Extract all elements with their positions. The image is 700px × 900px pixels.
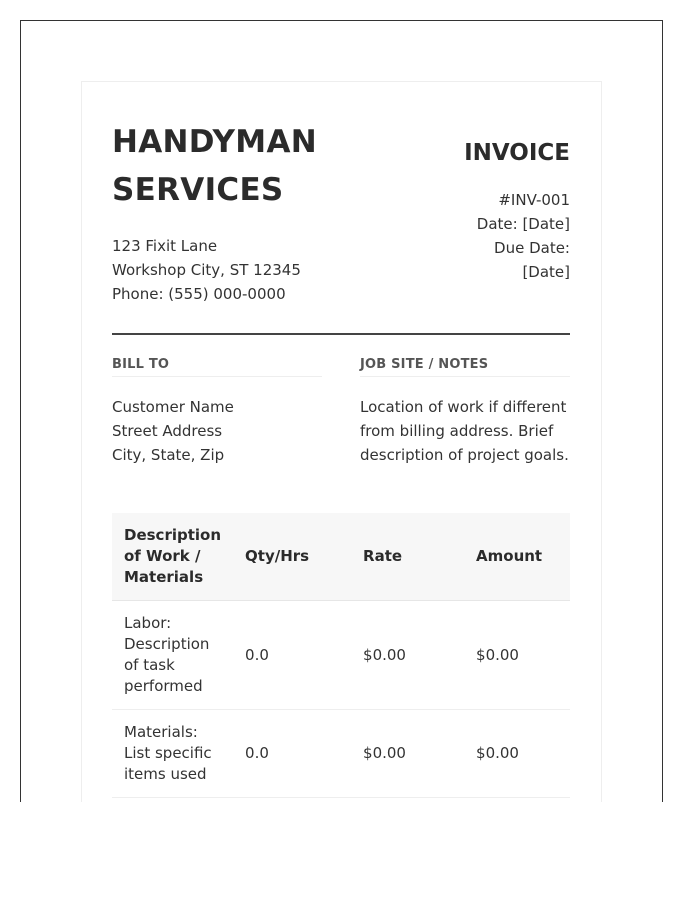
invoice-meta: [430, 188, 570, 284]
invoice-due-date-label: Due Date:: [494, 239, 570, 257]
document-viewport[interactable]: [20, 20, 663, 802]
line-items-table: [112, 513, 570, 798]
parties-section: [112, 357, 570, 467]
cell-rate: $0.00: [351, 710, 464, 798]
job-site-notes: Location of work if different from billing address. Brief description of project goals.: [360, 398, 569, 464]
job-site-section: [360, 357, 570, 467]
bill-to-heading: BILL TO: [112, 357, 322, 377]
header-description: Description of Work / Materials: [112, 513, 233, 601]
cell-amount: $0.00: [464, 601, 570, 710]
header-amount: Amount: [464, 513, 570, 601]
bill-to-details: [112, 395, 322, 467]
invoice-content: [112, 118, 570, 798]
invoice-date: Date: [Date]: [476, 215, 570, 233]
header-qty: Qty/Hrs: [233, 513, 351, 601]
company-address: [112, 234, 332, 306]
cell-qty: 0.0: [233, 601, 351, 710]
table-header-row: [112, 513, 570, 601]
bill-to-line: Street Address: [112, 422, 223, 440]
invoice-number: #INV-001: [498, 191, 570, 209]
invoice-header: [112, 118, 570, 335]
company-phone: Phone: (555) 000-0000: [112, 285, 286, 303]
cell-description: Materials: List specific items used: [112, 710, 233, 798]
table-row: [112, 710, 570, 798]
cell-rate: $0.00: [351, 601, 464, 710]
company-address-line: 123 Fixit Lane: [112, 237, 218, 255]
cell-description: Labor: Description of task performed: [112, 601, 233, 710]
table-row: [112, 601, 570, 710]
company-name: HANDYMAN SERVICES: [112, 124, 317, 208]
invoice-details: [430, 118, 570, 333]
company-info: [112, 118, 332, 333]
header-rate: Rate: [351, 513, 464, 601]
bill-to-line: Customer Name: [112, 398, 234, 416]
invoice-due-date-value: [Date]: [522, 263, 570, 281]
invoice-title: INVOICE: [464, 140, 570, 166]
cell-amount: $0.00: [464, 710, 570, 798]
bill-to-line: City, State, Zip: [112, 446, 225, 464]
job-site-heading: JOB SITE / NOTES: [360, 357, 570, 377]
company-address-line: Workshop City, ST 12345: [112, 261, 301, 279]
cell-qty: 0.0: [233, 710, 351, 798]
invoice-page: [81, 81, 602, 802]
bill-to-section: [112, 357, 322, 467]
